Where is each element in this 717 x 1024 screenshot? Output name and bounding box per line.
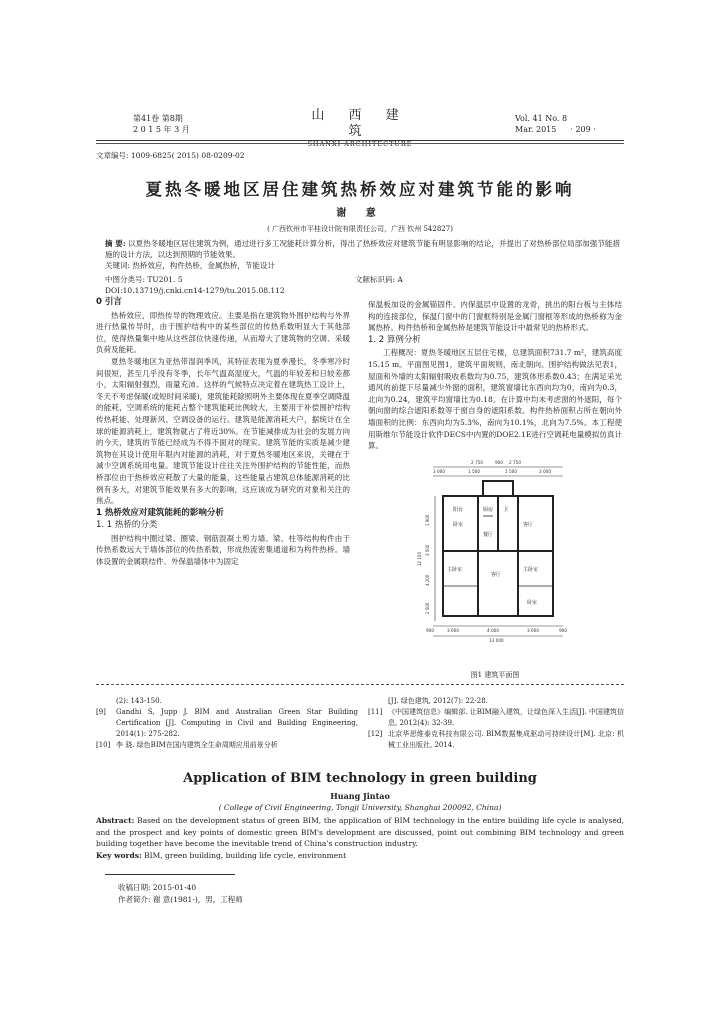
reference-item — [368, 696, 624, 707]
dim-label: 13 000 — [489, 638, 504, 643]
footnote — [118, 882, 243, 906]
references-right — [368, 696, 624, 751]
reference-number — [368, 696, 388, 707]
reference-number: [9] — [96, 708, 106, 716]
paragraph: 围护结构中圈过梁、圈梁、钢筋混凝土剪力墙、梁、柱等结构构件由于传热系数远大于墙体部位的传热系数，形成热流密集通道和为构件热桥。墙体设置的金属联结件、外保温墙体中为固定 — [96, 533, 350, 567]
header-rule — [96, 140, 624, 141]
figure-caption: 图1 建筑平面图 — [470, 671, 520, 679]
english-author: Huang Jintao — [330, 791, 390, 801]
paper-affiliation: ( 广西钦州市平桂设计院有限责任公司，广西 钦州 542827) — [267, 225, 453, 233]
reference-text: [J]. 绿色建筑, 2012(7): 22-28. — [388, 697, 488, 705]
reference-text: 李 骁. 绿色BIM在国内建筑全生命周期应用前景分析 — [116, 741, 278, 749]
reference-item — [368, 707, 624, 729]
english-title: Application of BIM technology in green building — [183, 771, 537, 786]
document-code: 文献标识码: A — [355, 275, 403, 284]
footnote-rule — [105, 874, 235, 875]
page-number: · 209 · — [570, 125, 596, 134]
reference-text: 北京华思维泰克科技有限公司. BIM数据集成驱动可持续设计[M]. 北京: 机械工业出版社, 2014. — [388, 730, 624, 749]
paper-title: 夏热冬暖地区居住建筑热桥效应对建筑节能的影响 — [145, 180, 575, 199]
received-date: 收稿日期: 2015-01-40 — [118, 883, 197, 892]
dim-label: 3 000 — [433, 469, 445, 474]
room-label: 餐厅 — [483, 532, 494, 538]
english-keywords-label: Key words: — [96, 851, 142, 860]
dashed-separator — [96, 684, 624, 685]
room-label: 卫 — [503, 507, 509, 513]
volume-en-line: Vol. 41 No. 8 — [515, 114, 568, 123]
journal-name-cn: 山 西 建 筑 — [311, 108, 409, 139]
paragraph: 工程概况：夏热冬暖地区五层住宅楼，总建筑面积731.7 m²，建筑高度15.15 m。平面图见图1，建筑平面规则，南北朝向。围护结构做法见表1，屋面和外墙的太阳辐射吸收系数均为0.75，建筑体形系数0.43；在满足采光通风的前提下尽量减少外窗的面积，建筑窗墙比东西向均为0，南向为0.3，北向为0.24，建筑平均窗墙比为0.18。在计算中均未考虑窗的外遮阳，每个朝向窗的综合遮阳系数等于窗自身的遮阳系数。构件热桥面积占所在朝向外墙面积的比例：东西向均为5.3%，南向为10.1%，北向为7.5%。本工程使用斯维尔节能设计软件DECS中内置的DOE2.1E进行空调耗电量模拟仿真计算。 — [368, 348, 622, 451]
section-heading: 0 引言 — [96, 297, 122, 307]
dim-label: 3 600 — [447, 628, 459, 633]
reference-number: [11] — [368, 708, 383, 716]
reference-number: [10] — [96, 741, 111, 749]
room-label: 主卧室 — [523, 567, 539, 573]
right-column — [368, 299, 622, 452]
reference-item — [96, 707, 358, 740]
room-label: 卧室 — [453, 522, 464, 528]
reference-number: [12] — [368, 730, 383, 738]
doi: DOI:10.13719/j.cnki.cn14-1279/tu.2015.08.112 — [105, 286, 285, 295]
journal-volume — [133, 113, 190, 135]
dim-label: 2 750 — [509, 460, 521, 465]
reference-text: 《中国建筑信息》编辑部. 让BIM融入建筑，让绿色深入生活[J]. 中国建筑信息, 2012(4): 32-39. — [388, 708, 624, 727]
dim-label: 900 — [426, 628, 434, 633]
dim-label: 900 — [495, 460, 503, 465]
room-label: 厨房 — [483, 507, 494, 513]
header-rule-thin — [96, 143, 624, 144]
dim-label: 1 900 — [425, 514, 430, 526]
room-label: 卧室 — [527, 600, 538, 606]
reference-item — [96, 696, 358, 707]
dim-label: 3 000 — [539, 469, 551, 474]
dim-label: 1 500 — [468, 469, 480, 474]
dim-label: 4 000 — [487, 628, 499, 633]
paragraph: 保温板加设的金属锚固件、内保温层中设置的龙骨，挑出的阳台板与主体结构的连接部位，保温门窗中的门窗框特别是金属门窗框等形成的热桥称为金属热桥。构件热桥和金属热桥是建筑节能设计中最常见的热桥形式。 — [368, 300, 622, 333]
author-bio: 作者简介: 谢 意(1981-)，男，工程师 — [118, 895, 243, 904]
dim-label: 3 600 — [527, 628, 539, 633]
abstract-label: 摘 要: — [105, 239, 126, 248]
abstract — [105, 238, 620, 260]
dim-label: 2 750 — [471, 460, 483, 465]
room-label: 客厅 — [491, 572, 502, 578]
dim-label: 2 500 — [425, 602, 430, 614]
reference-item — [96, 740, 358, 751]
paragraph: 夏热冬暖地区为亚热带湿润季风，其特征表现为夏季漫长，冬季寒冷时间很短，甚至几乎没有冬季，长年气温高湿度大，气温的年较差和日较差都小，太阳辐射强烈，雨量充沛。这样的气候特点决定着在建筑热工设计上，冬天不考虑保暖(或短时间采暖)，建筑能耗除照明外主要体现在夏季空调降温的能耗，空调系统的能耗占整个建筑能耗比例较大，主要用于补偿围护结构传热耗能、处理新风、空调设备的运行。建筑是能源消耗大户，据统计在全球的能源消耗上，建筑物就占了将近30%。在节能减排成为社会的发展方向的今天，建筑的节能已经成为不得不面对的现实。建筑节能的实质是减少建筑物在其设计使用年限内对能源的消耗，对于夏热冬暖地区来说，关键在于减少空调系统用电量。建筑节能设计往往关注外围护结构的节能性能，而热桥部位由于热桥效应耗散了大量的能量，这些能量占建筑总体能源消耗的比例有多大，对建筑节能效果有多大的影响，这应该成为研究的对象和关注的焦点。 — [96, 356, 350, 506]
paragraph: 热桥效应，即热传导的物理效应。主要是指在建筑物外围护结构与外界进行热量传导时，由于围护结构中的某些部位的传热系数明显大于其他部位，使得热量集中地从这些部位快速传递，从而增大了建筑物的空调、采暖负荷及能耗。 — [96, 310, 350, 355]
references-left — [96, 696, 358, 751]
abstract-text: 以夏热冬暖地区居住建筑为例，通过进行多工况能耗计算分析，得出了热桥效应对建筑节能有明显影响的结论，并提出了对热桥部位局部加强节能措施的设计方法，以达到预期的节能效果。 — [105, 239, 620, 259]
english-abstract — [96, 815, 624, 850]
room-label: 阳台 — [453, 507, 464, 513]
room-label: 主卧室 — [447, 567, 463, 573]
english-keywords — [96, 851, 346, 860]
section-heading: 1 热桥效应对建筑能耗的影响分析 — [96, 507, 224, 518]
volume-line: 第41卷 第8期 — [133, 114, 183, 123]
floor-plan-figure — [417, 456, 573, 656]
english-abstract-label: Abstract: — [96, 816, 135, 825]
reference-number — [96, 696, 116, 707]
article-number: 文章编号: 1009-6825( 2015) 08-0209-02 — [96, 151, 245, 160]
date-line: 2 0 1 5 年 3 月 — [133, 125, 190, 134]
dim-label: 4 200 — [425, 574, 430, 586]
subsection-heading: 1. 1 热桥的分类 — [96, 520, 158, 531]
subsection-heading: 1. 2 算例分析 — [368, 334, 421, 345]
dim-label: 900 — [559, 628, 567, 633]
room-label: 客厅 — [523, 522, 534, 528]
english-affiliation: ( College of Civil Engineering, Tongji University, Shanghai 200092, China) — [218, 803, 502, 812]
reference-text: (2): 143-150. — [116, 697, 162, 705]
keywords: 关键词: 热桥效应，构件热桥，金属热桥，节能设计 — [105, 261, 275, 270]
reference-text: Gandhi S, Jupp J. BIM and Australian Green Star Building Certification [J]. Computing in Civil and Building Engineering, 2014(1): 275-282. — [116, 708, 358, 738]
english-abstract-text: Based on the development status of green BIM, the application of BIM technology in the entire building life cycle is analysed, and the prospect and key points of domestic green BIM's development are discussed, point out combining BIM technology and green building together have become the inevitable trend of China's construction industry. — [96, 816, 624, 848]
journal-name-en: SHANXI ARCHITECTURE — [307, 140, 413, 148]
english-keywords-text: BIM, green building, building life cycle, environment — [144, 851, 347, 860]
dim-label: 12 100 — [417, 552, 422, 566]
paper-author: 谢 意 — [336, 208, 384, 219]
dim-label: 3 500 — [425, 544, 430, 556]
left-column — [96, 296, 350, 568]
reference-item — [368, 729, 624, 751]
date-en-line: Mar. 2015 — [515, 125, 557, 134]
journal-volume-en — [515, 113, 596, 135]
clc-number: 中图分类号: TU201. 5 — [105, 275, 183, 284]
dim-label: 1 500 — [505, 469, 517, 474]
